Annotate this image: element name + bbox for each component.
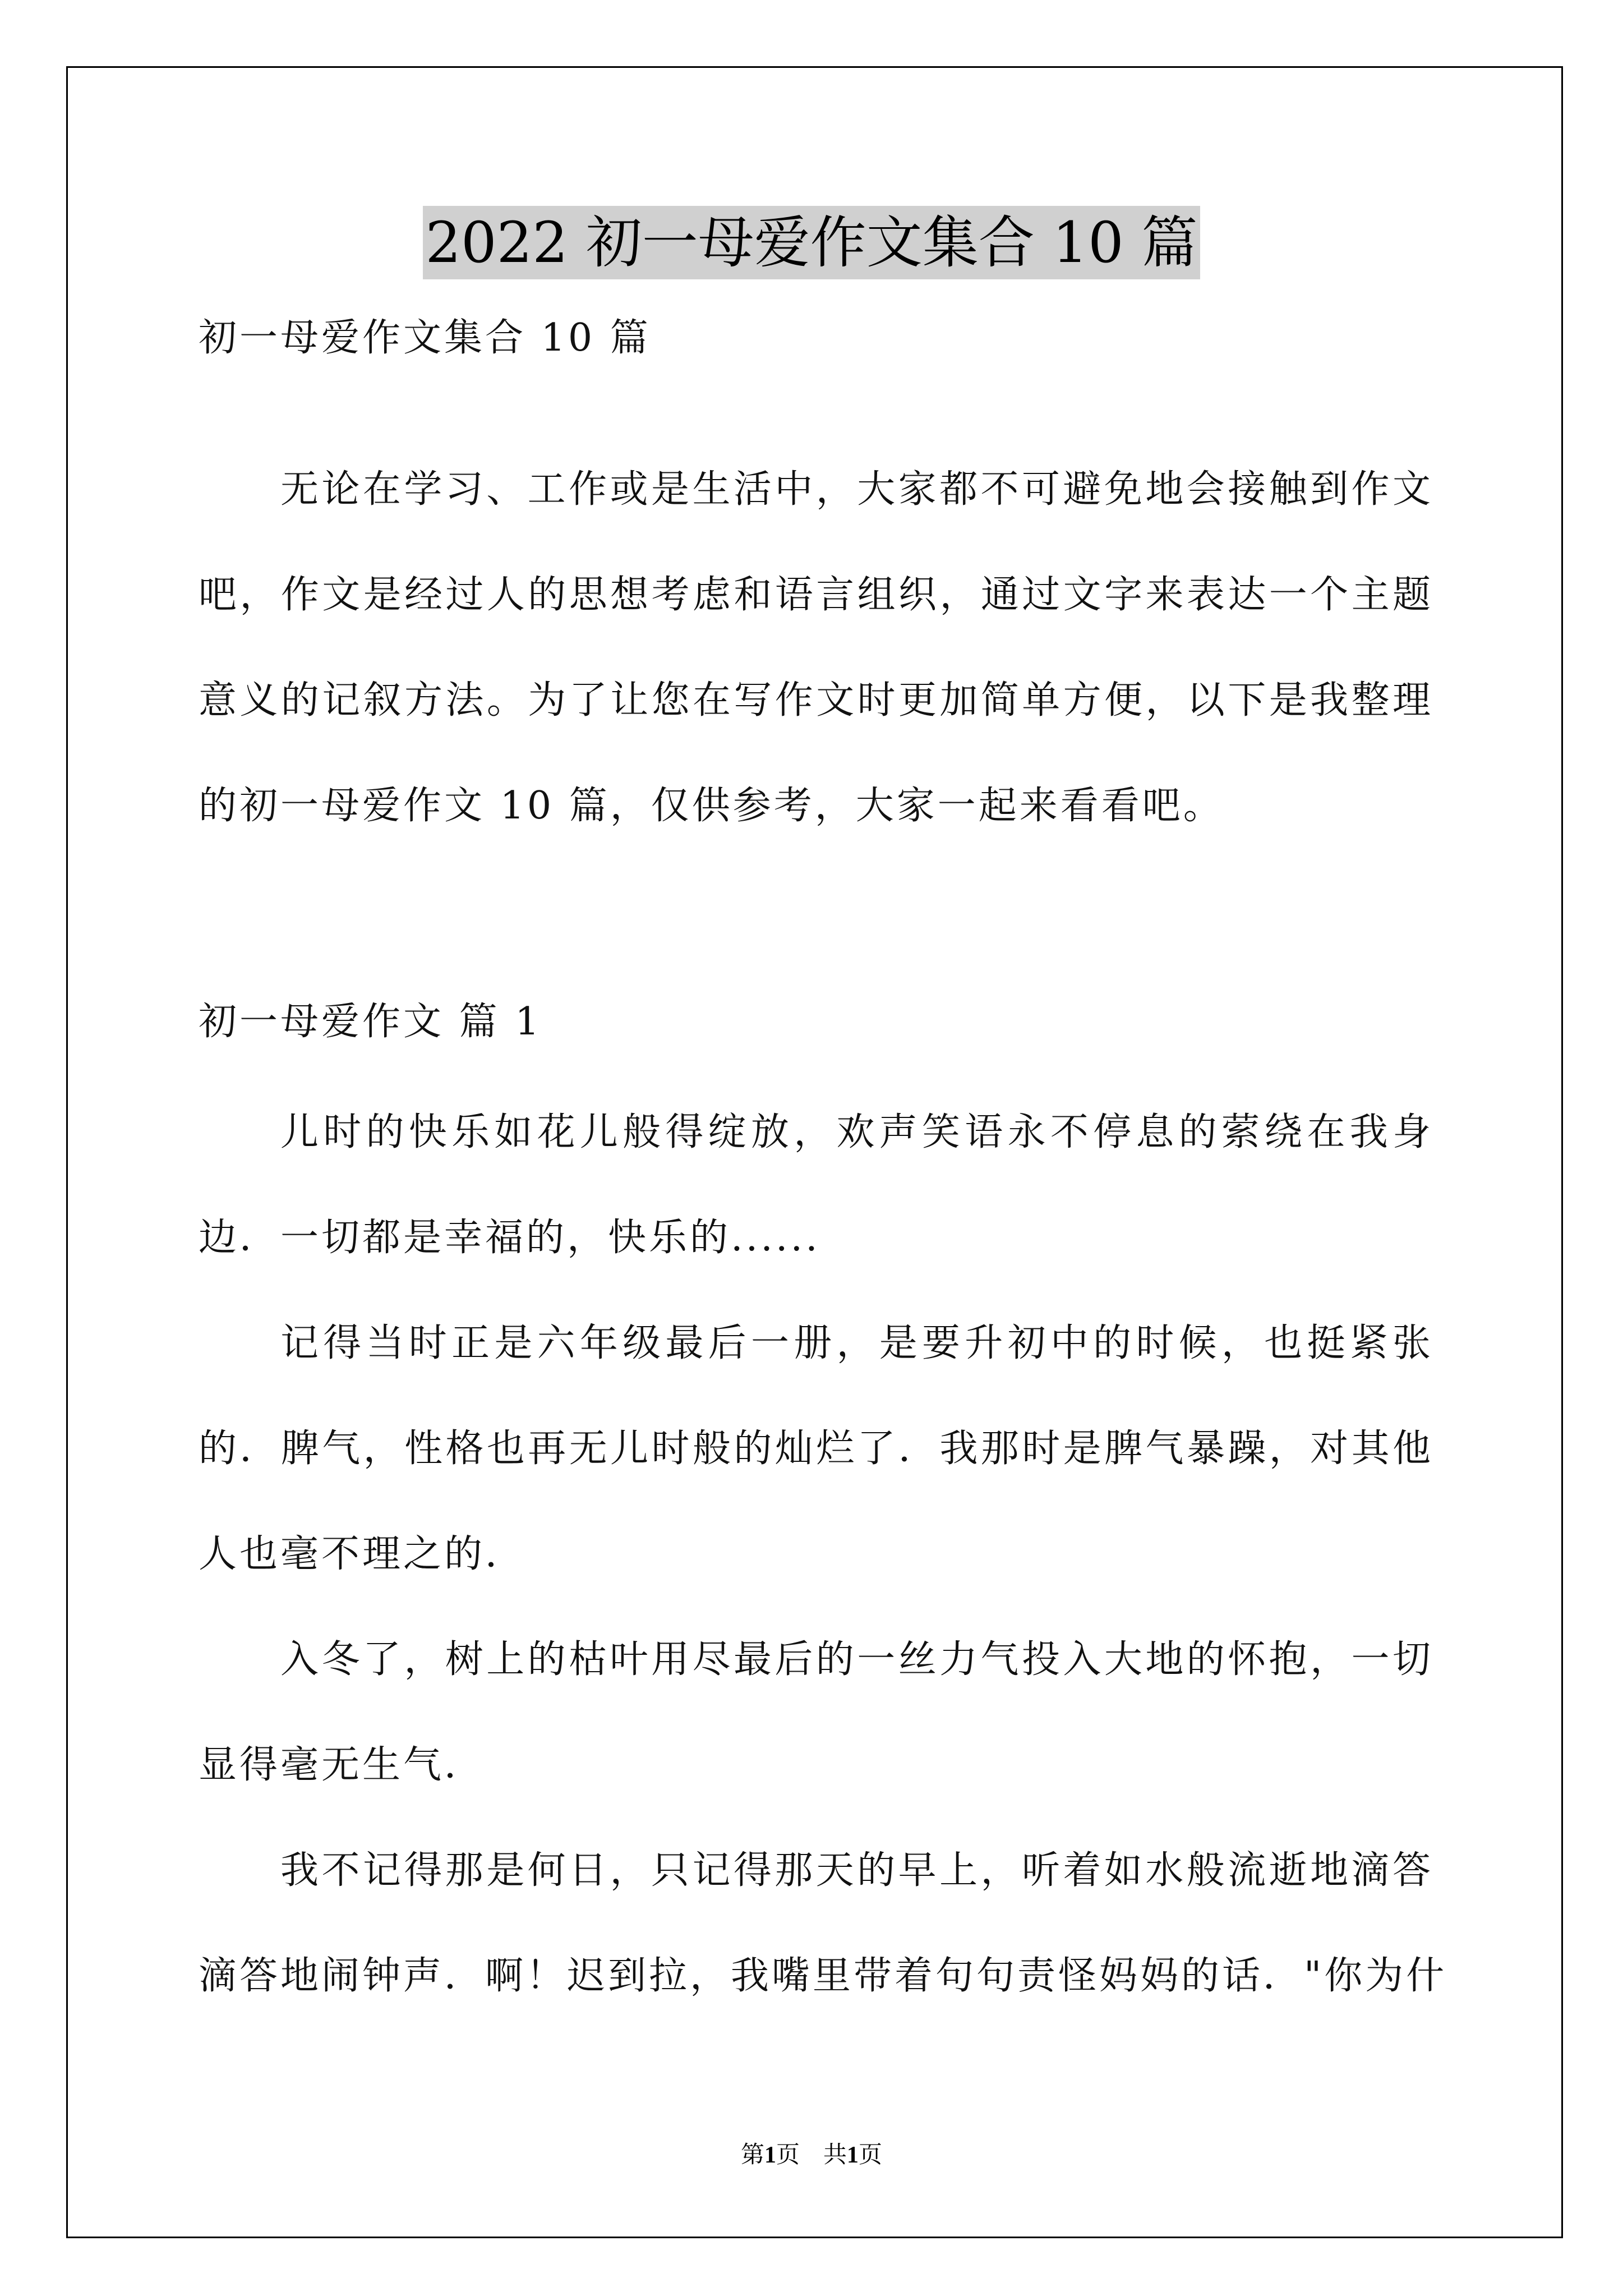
page-number-current: 1	[764, 2142, 776, 2168]
paragraph-line: 吧，作文是经过人的思想考虑和语言组织，通过文字来表达一个主题	[199, 573, 1433, 617]
section-heading: 初一母爱作文 篇 1	[199, 1000, 542, 1044]
page-total-prefix: 共	[823, 2141, 847, 2168]
paragraph	[199, 1080, 1433, 1291]
paragraph-line: 记得当时正是六年级最后一册，是要升初中的时候，也挺紧张	[280, 1321, 1433, 1365]
paragraph-line: 的初一母爱作文 10 篇，仅供参考，大家一起来看看吧。	[199, 784, 1224, 828]
intro-paragraph	[199, 437, 1433, 859]
paragraph-line: 边．一切都是幸福的，快乐的......	[199, 1216, 820, 1260]
page-number-suffix: 页	[776, 2141, 800, 2168]
paragraph-line: 人也毫不理之的．	[199, 1532, 527, 1576]
paragraph-line: 显得毫无生气．	[199, 1743, 486, 1787]
paragraph-line: 的．脾气，性格也再无儿时般的灿烂了．我那时是脾气暴躁，对其他	[199, 1427, 1433, 1471]
paragraph	[199, 1291, 1433, 1607]
page-total-count: 1	[847, 2142, 859, 2168]
paragraph	[199, 1607, 1433, 1818]
section-body	[199, 1080, 1447, 2029]
document-subtitle: 初一母爱作文集合 10 篇	[199, 316, 651, 360]
paragraph	[199, 1818, 1447, 2029]
paragraph-line: 无论在学习、工作或是生活中，大家都不可避免地会接触到作文	[280, 467, 1433, 512]
page-number-prefix: 第	[740, 2141, 764, 2168]
document-body	[199, 286, 1447, 2029]
paragraph-line: 滴答地闹钟声．啊！迟到拉，我嘴里带着句句责怪妈妈的话．"你为什	[199, 1954, 1447, 1998]
title-container	[0, 206, 1623, 279]
paragraph-line: 入冬了，树上的枯叶用尽最后的一丝力气投入大地的怀抱，一切	[280, 1637, 1433, 1682]
document-title: 2022 初一母爱作文集合 10 篇	[423, 206, 1200, 279]
paragraph-line: 意义的记叙方法。为了让您在写作文时更加简单方便，以下是我整理	[199, 678, 1433, 723]
paragraph-line: 儿时的快乐如花儿般得绽放，欢声笑语永不停息的萦绕在我身	[280, 1110, 1433, 1154]
page-footer	[0, 2138, 1623, 2172]
page-total-suffix: 页	[859, 2141, 883, 2168]
paragraph-line: 我不记得那是何日，只记得那天的早上，听着如水般流逝地滴答	[280, 1848, 1433, 1893]
